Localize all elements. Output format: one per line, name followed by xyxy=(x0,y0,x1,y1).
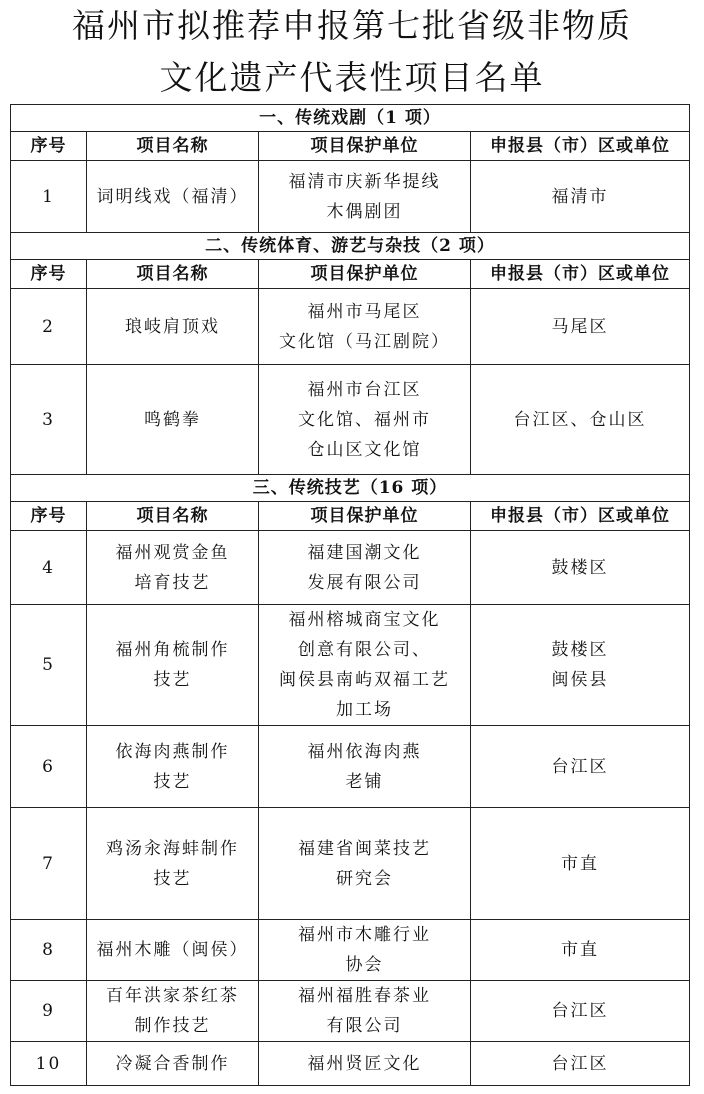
cell-no: 1 xyxy=(11,161,87,233)
cell-region-line: 台江区 xyxy=(551,756,609,777)
project-table xyxy=(10,104,690,1086)
cell-region xyxy=(471,161,690,233)
header-unit: 项目保护单位 xyxy=(259,132,471,161)
cell-unit xyxy=(259,808,471,920)
cell-name-line: 技艺 xyxy=(153,670,192,690)
cell-name-line: 技艺 xyxy=(153,868,192,889)
cell-unit xyxy=(259,1042,471,1086)
cell-unit-line: 创意有限公司、 xyxy=(298,640,431,660)
header-row xyxy=(11,260,690,289)
cell-name-line: 培育技艺 xyxy=(134,572,211,593)
header-region: 申报县（市）区或单位 xyxy=(471,502,690,531)
cell-unit xyxy=(259,365,471,475)
cell-no: 7 xyxy=(11,808,87,920)
page-title-line-1: 福州市拟推荐申报第七批省级非物质 xyxy=(72,6,632,45)
cell-unit-line: 仓山区文化馆 xyxy=(307,439,422,460)
cell-unit-line: 加工场 xyxy=(336,700,393,720)
cell-region xyxy=(471,808,690,920)
cell-region-line: 闽侯县 xyxy=(551,670,609,690)
cell-unit xyxy=(259,981,471,1042)
cell-no: 2 xyxy=(11,289,87,365)
cell-name xyxy=(87,161,259,233)
cell-unit-line: 闽侯县南屿双福工艺 xyxy=(279,670,450,690)
cell-region xyxy=(471,605,690,726)
cell-no: 6 xyxy=(11,726,87,808)
cell-name-line: 鸡汤汆海蚌制作 xyxy=(106,838,239,859)
cell-region xyxy=(471,726,690,808)
page-title-line-2: 文化遗产代表性项目名单 xyxy=(159,58,545,97)
cell-region-line: 市直 xyxy=(561,853,599,874)
cell-name xyxy=(87,289,259,365)
cell-unit-line: 研究会 xyxy=(336,868,393,889)
cell-name xyxy=(87,920,259,981)
header-row xyxy=(11,502,690,531)
cell-name xyxy=(87,726,259,808)
cell-name xyxy=(87,605,259,726)
cell-no: 3 xyxy=(11,365,87,475)
table-row xyxy=(11,808,690,920)
cell-no: 8 xyxy=(11,920,87,981)
cell-no: 4 xyxy=(11,531,87,605)
cell-name xyxy=(87,808,259,920)
cell-name-line: 福州木雕（闽侯） xyxy=(96,940,249,960)
cell-region xyxy=(471,365,690,475)
cell-name-line: 百年洪家茶红茶 xyxy=(106,986,239,1006)
cell-region-line: 马尾区 xyxy=(551,316,609,337)
cell-region xyxy=(471,920,690,981)
cell-name-line: 词明线戏（福清） xyxy=(96,186,249,207)
cell-unit xyxy=(259,161,471,233)
cell-unit-line: 福州市台江区 xyxy=(307,379,422,400)
cell-region-line: 鼓楼区 xyxy=(551,640,609,660)
cell-unit xyxy=(259,289,471,365)
header-no: 序号 xyxy=(11,502,87,531)
header-no: 序号 xyxy=(11,132,87,161)
cell-name xyxy=(87,365,259,475)
table-row xyxy=(11,605,690,726)
cell-unit-line: 福州榕城商宝文化 xyxy=(288,610,441,630)
table-row xyxy=(11,365,690,475)
cell-region xyxy=(471,289,690,365)
cell-region-line: 台江区 xyxy=(551,1001,609,1021)
cell-unit-line: 老铺 xyxy=(345,771,384,792)
table-row xyxy=(11,289,690,365)
cell-no: 10 xyxy=(11,1042,87,1086)
cell-unit xyxy=(259,920,471,981)
cell-no: 5 xyxy=(11,605,87,726)
cell-unit-line: 有限公司 xyxy=(326,1016,403,1036)
cell-unit-line: 福清市庆新华提线 xyxy=(288,171,441,192)
cell-unit-line: 福州贤匠文化 xyxy=(307,1053,422,1074)
cell-unit xyxy=(259,605,471,726)
header-no: 序号 xyxy=(11,260,87,289)
header-unit: 项目保护单位 xyxy=(259,502,471,531)
cell-name-line: 鸣鹤拳 xyxy=(144,409,201,430)
cell-unit-line: 木偶剧团 xyxy=(326,201,403,222)
header-region: 申报县（市）区或单位 xyxy=(471,132,690,161)
cell-unit-line: 福州福胜春茶业 xyxy=(298,986,431,1006)
table-row xyxy=(11,531,690,605)
cell-region-line: 市直 xyxy=(561,940,599,960)
header-unit: 项目保护单位 xyxy=(259,260,471,289)
section-row xyxy=(11,475,690,502)
cell-unit xyxy=(259,531,471,605)
cell-unit-line: 协会 xyxy=(345,955,384,975)
cell-name-line: 依海肉燕制作 xyxy=(115,741,230,762)
cell-unit xyxy=(259,726,471,808)
cell-name xyxy=(87,1042,259,1086)
cell-region-line: 福清市 xyxy=(551,186,609,207)
cell-unit-line: 发展有限公司 xyxy=(307,572,422,593)
table-row xyxy=(11,726,690,808)
cell-name-line: 福州角梳制作 xyxy=(115,640,230,660)
header-region: 申报县（市）区或单位 xyxy=(471,260,690,289)
header-name: 项目名称 xyxy=(87,260,259,289)
cell-name-line: 福州观赏金鱼 xyxy=(115,542,230,563)
cell-region xyxy=(471,981,690,1042)
cell-name-line: 琅岐肩顶戏 xyxy=(125,316,220,337)
cell-name xyxy=(87,531,259,605)
cell-no: 9 xyxy=(11,981,87,1042)
cell-unit-line: 福州依海肉燕 xyxy=(307,741,422,762)
header-name: 项目名称 xyxy=(87,502,259,531)
section-title: 二、传统体育、游艺与杂技（2 项） xyxy=(11,233,690,260)
cell-name-line: 技艺 xyxy=(153,771,192,792)
header-name: 项目名称 xyxy=(87,132,259,161)
section-row xyxy=(11,105,690,132)
cell-region xyxy=(471,531,690,605)
cell-unit-line: 文化馆、福州市 xyxy=(298,409,431,430)
cell-name xyxy=(87,981,259,1042)
cell-region-line: 台江区、仓山区 xyxy=(513,409,647,430)
cell-region-line: 台江区 xyxy=(551,1053,609,1074)
cell-unit-line: 文化馆（马江剧院） xyxy=(279,331,450,352)
cell-unit-line: 福建省闽菜技艺 xyxy=(298,838,431,859)
section-title: 一、传统戏剧（1 项） xyxy=(11,105,690,132)
cell-region xyxy=(471,1042,690,1086)
cell-unit-line: 福州市木雕行业 xyxy=(298,925,431,945)
cell-unit-line: 福州市马尾区 xyxy=(307,301,422,322)
cell-name-line: 制作技艺 xyxy=(134,1016,211,1036)
section-title: 三、传统技艺（16 项） xyxy=(11,475,690,502)
cell-unit-line: 福建国潮文化 xyxy=(307,542,422,563)
cell-region-line: 鼓楼区 xyxy=(551,557,609,578)
table-row xyxy=(11,920,690,981)
table-row xyxy=(11,1042,690,1086)
cell-name-line: 冷凝合香制作 xyxy=(115,1053,230,1074)
table-row xyxy=(11,161,690,233)
table-row xyxy=(11,981,690,1042)
section-row xyxy=(11,233,690,260)
header-row xyxy=(11,132,690,161)
